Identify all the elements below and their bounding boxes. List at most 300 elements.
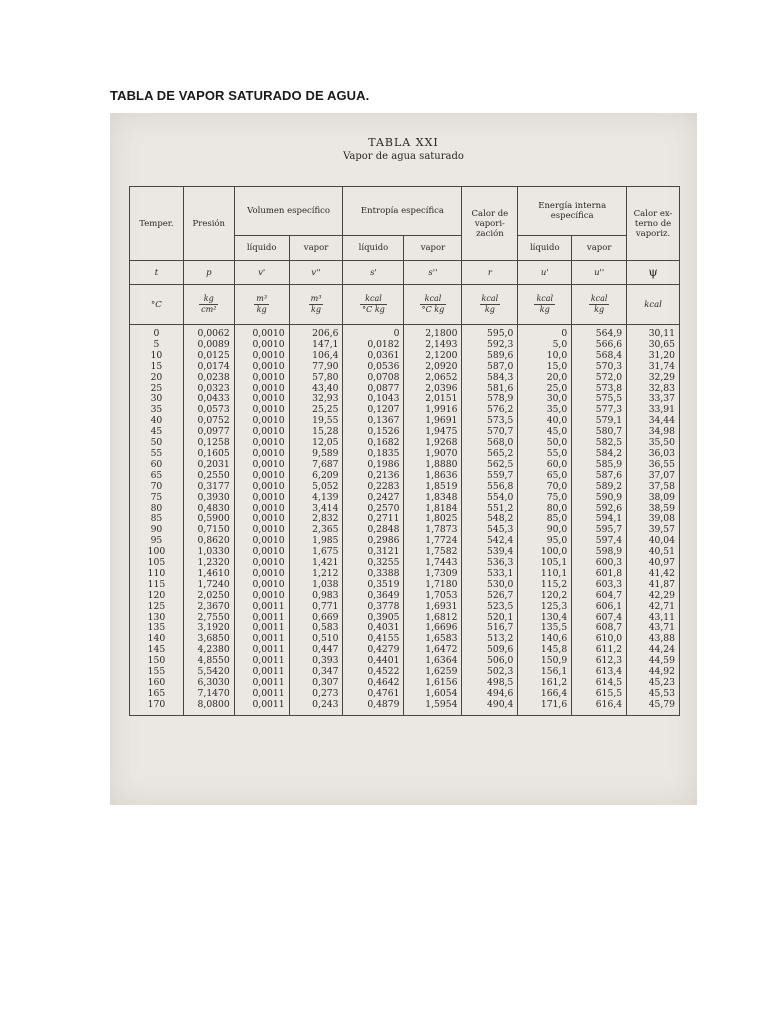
- table-row: [130, 656, 680, 667]
- unit-cell: [518, 285, 572, 325]
- table-cell: 3,1920: [183, 623, 234, 634]
- table-cell: 166,4: [518, 689, 572, 700]
- table-cell: 37,58: [627, 482, 680, 493]
- unit-denominator: kg: [484, 305, 495, 314]
- table-row: [130, 514, 680, 525]
- table-cell: 147,1: [289, 340, 343, 351]
- table-cell: 10: [130, 351, 184, 362]
- table-row: [130, 351, 680, 362]
- unit-cell: °C: [130, 285, 184, 325]
- table-cell: 1,985: [289, 536, 343, 547]
- table-cell: 0,3121: [343, 547, 404, 558]
- table-cell: 0,510: [289, 634, 343, 645]
- table-cell: 490,4: [462, 700, 518, 715]
- table-cell: 604,7: [572, 591, 627, 602]
- table-cell: 60,0: [518, 460, 572, 471]
- table-row: [130, 340, 680, 351]
- table-cell: 568,0: [462, 438, 518, 449]
- symbol-cell: r: [462, 261, 518, 285]
- table-cell: 0,0010: [234, 514, 289, 525]
- table-cell: 0,2283: [343, 482, 404, 493]
- table-cell: 34,98: [627, 427, 680, 438]
- table-cell: 0,273: [289, 689, 343, 700]
- table-cell: 0,0010: [234, 438, 289, 449]
- table-row: [130, 449, 680, 460]
- table-row: [130, 634, 680, 645]
- table-cell: 0,0011: [234, 613, 289, 624]
- header-calor-externo: Calor ex-terno de vaporiz.: [627, 187, 680, 261]
- table-cell: 592,3: [462, 340, 518, 351]
- table-cell: 0,0011: [234, 678, 289, 689]
- table-row: [130, 405, 680, 416]
- unit-cell: [234, 285, 289, 325]
- table-cell: 578,9: [462, 394, 518, 405]
- table-cell: 0,0977: [183, 427, 234, 438]
- table-cell: 70,0: [518, 482, 572, 493]
- table-row: [130, 689, 680, 700]
- table-cell: 6,209: [289, 471, 343, 482]
- table-cell: 105: [130, 558, 184, 569]
- table-cell: 2,7550: [183, 613, 234, 624]
- table-cell: 2,0250: [183, 591, 234, 602]
- table-cell: 556,8: [462, 482, 518, 493]
- table-cell: 1,6583: [404, 634, 462, 645]
- table-row: [130, 580, 680, 591]
- table-cell: 43,11: [627, 613, 680, 624]
- table-cell: 39,08: [627, 514, 680, 525]
- table-cell: 581,6: [462, 384, 518, 395]
- table-cell: 0,0010: [234, 427, 289, 438]
- table-cell: 40,04: [627, 536, 680, 547]
- symbol-cell: p: [183, 261, 234, 285]
- unit-numerator: kcal: [420, 294, 447, 305]
- table-cell: 526,7: [462, 591, 518, 602]
- table-cell: 0,0010: [234, 340, 289, 351]
- table-cell: 615,5: [572, 689, 627, 700]
- table-cell: 31,74: [627, 362, 680, 373]
- table-cell: 1,421: [289, 558, 343, 569]
- table-cell: 0,983: [289, 591, 343, 602]
- table-cell: 616,4: [572, 700, 627, 715]
- table-cell: 42,71: [627, 602, 680, 613]
- table-cell: 1,8025: [404, 514, 462, 525]
- table-cell: 6,3030: [183, 678, 234, 689]
- table-cell: 85,0: [518, 514, 572, 525]
- table-cell: 0,4522: [343, 667, 404, 678]
- table-cell: 565,2: [462, 449, 518, 460]
- table-row: [130, 569, 680, 580]
- table-cell: 37,07: [627, 471, 680, 482]
- table-cell: 30,65: [627, 340, 680, 351]
- table-cell: 20,0: [518, 373, 572, 384]
- table-cell: 44,92: [627, 667, 680, 678]
- table-cell: 0: [343, 325, 404, 340]
- table-cell: 0,3177: [183, 482, 234, 493]
- unit-cell: [462, 285, 518, 325]
- table-cell: 0,669: [289, 613, 343, 624]
- table-cell: 5: [130, 340, 184, 351]
- table-cell: 614,5: [572, 678, 627, 689]
- table-cell: 551,2: [462, 504, 518, 515]
- table-cell: 611,2: [572, 645, 627, 656]
- unit-numerator: kg: [199, 294, 218, 305]
- table-cell: 34,44: [627, 416, 680, 427]
- table-cell: 1,9475: [404, 427, 462, 438]
- header-ent-vapor: vapor: [404, 236, 462, 261]
- table-cell: 0,0010: [234, 547, 289, 558]
- table-cell: 135: [130, 623, 184, 634]
- table-cell: 156,1: [518, 667, 572, 678]
- table-cell: 0,0010: [234, 325, 289, 340]
- unit-cell: [289, 285, 343, 325]
- table-cell: 5,052: [289, 482, 343, 493]
- table-cell: 1,675: [289, 547, 343, 558]
- table-cell: 30,11: [627, 325, 680, 340]
- table-cell: 590,9: [572, 493, 627, 504]
- table-cell: 0,347: [289, 667, 343, 678]
- table-cell: 41,42: [627, 569, 680, 580]
- table-cell: 41,87: [627, 580, 680, 591]
- table-cell: 0,3519: [343, 580, 404, 591]
- table-cell: 2,0920: [404, 362, 462, 373]
- table-cell: 0,1986: [343, 460, 404, 471]
- table-cell: 0,0010: [234, 384, 289, 395]
- table-cell: 0,0010: [234, 471, 289, 482]
- table-cell: 1,9691: [404, 416, 462, 427]
- header-vol-liquido: líquido: [234, 236, 289, 261]
- table-cell: 2,1800: [404, 325, 462, 340]
- table-row: [130, 384, 680, 395]
- table-cell: 0,0433: [183, 394, 234, 405]
- table-cell: 498,5: [462, 678, 518, 689]
- table-cell: 0,0182: [343, 340, 404, 351]
- table-cell: 0,0010: [234, 525, 289, 536]
- table-cell: 206,6: [289, 325, 343, 340]
- table-cell: 0,0011: [234, 656, 289, 667]
- table-cell: 125: [130, 602, 184, 613]
- table-cell: 1,8348: [404, 493, 462, 504]
- table-body: [130, 325, 680, 716]
- table-cell: 12,05: [289, 438, 343, 449]
- table-cell: 573,8: [572, 384, 627, 395]
- table-cell: 5,0: [518, 340, 572, 351]
- symbol-cell: u'': [572, 261, 627, 285]
- table-cell: 0,0010: [234, 394, 289, 405]
- table-cell: 0,1682: [343, 438, 404, 449]
- table-cell: 587,0: [462, 362, 518, 373]
- table-cell: 0,0125: [183, 351, 234, 362]
- table-cell: 0: [130, 325, 184, 340]
- table-cell: 2,0652: [404, 373, 462, 384]
- table-cell: 1,5954: [404, 700, 462, 715]
- table-cell: 44,24: [627, 645, 680, 656]
- table-cell: 150,9: [518, 656, 572, 667]
- table-cell: 607,4: [572, 613, 627, 624]
- unit-cell: [404, 285, 462, 325]
- table-cell: 1,212: [289, 569, 343, 580]
- table-cell: 0,243: [289, 700, 343, 715]
- table-cell: 1,6472: [404, 645, 462, 656]
- table-cell: 0,447: [289, 645, 343, 656]
- table-cell: 8,0800: [183, 700, 234, 715]
- table-cell: 33,91: [627, 405, 680, 416]
- table-cell: 35,50: [627, 438, 680, 449]
- table-cell: 533,1: [462, 569, 518, 580]
- table-cell: 0,0010: [234, 373, 289, 384]
- table-cell: 0,0010: [234, 416, 289, 427]
- table-cell: 140,6: [518, 634, 572, 645]
- unit-numerator: m³: [310, 294, 322, 303]
- table-cell: 584,3: [462, 373, 518, 384]
- table-cell: 25,0: [518, 384, 572, 395]
- table-cell: 106,4: [289, 351, 343, 362]
- table-cell: 0,4155: [343, 634, 404, 645]
- table-cell: 45,0: [518, 427, 572, 438]
- symbol-cell: u': [518, 261, 572, 285]
- symbol-cell: s'': [404, 261, 462, 285]
- table-cell: 587,6: [572, 471, 627, 482]
- table-cell: 0,0010: [234, 591, 289, 602]
- table-cell: 45: [130, 427, 184, 438]
- table-cell: 1,8636: [404, 471, 462, 482]
- table-cell: 90,0: [518, 525, 572, 536]
- table-cell: 4,2380: [183, 645, 234, 656]
- table-cell: 0,583: [289, 623, 343, 634]
- table-cell: 44,59: [627, 656, 680, 667]
- table-cell: 40: [130, 416, 184, 427]
- table-cell: 43,88: [627, 634, 680, 645]
- table-cell: 0,0010: [234, 482, 289, 493]
- table-cell: 0,0708: [343, 373, 404, 384]
- unit-cell: [343, 285, 404, 325]
- table-cell: 1,2320: [183, 558, 234, 569]
- table-cell: 140: [130, 634, 184, 645]
- table-cell: 2,0151: [404, 394, 462, 405]
- header-calor-vaporizacion: Calor de vapori-zación: [462, 187, 518, 261]
- unit-denominator: °C kg: [421, 305, 445, 314]
- table-cell: 0,0011: [234, 634, 289, 645]
- table-cell: 70: [130, 482, 184, 493]
- table-cell: 15,0: [518, 362, 572, 373]
- steam-table: [129, 186, 680, 716]
- header-volumen: Volumen específico: [234, 187, 343, 236]
- table-cell: 502,3: [462, 667, 518, 678]
- table-cell: 2,1493: [404, 340, 462, 351]
- table-cell: 65: [130, 471, 184, 482]
- table-cell: 171,6: [518, 700, 572, 715]
- symbol-cell: t: [130, 261, 184, 285]
- symbol-cell: v': [234, 261, 289, 285]
- table-cell: 145,8: [518, 645, 572, 656]
- table-cell: 0,393: [289, 656, 343, 667]
- table-row: [130, 438, 680, 449]
- table-cell: 545,3: [462, 525, 518, 536]
- table-cell: 0,1207: [343, 405, 404, 416]
- table-cell: 90: [130, 525, 184, 536]
- table-cell: 0,771: [289, 602, 343, 613]
- table-cell: 516,7: [462, 623, 518, 634]
- table-cell: 155: [130, 667, 184, 678]
- table-cell: 145: [130, 645, 184, 656]
- table-cell: 2,832: [289, 514, 343, 525]
- table-cell: 1,8880: [404, 460, 462, 471]
- table-cell: 597,4: [572, 536, 627, 547]
- table-cell: 1,9070: [404, 449, 462, 460]
- table-cell: 0,3778: [343, 602, 404, 613]
- table-cell: 1,7582: [404, 547, 462, 558]
- table-cell: 0,5900: [183, 514, 234, 525]
- unit-denominator: kg: [539, 305, 550, 314]
- table-cell: 120: [130, 591, 184, 602]
- table-cell: 0,0010: [234, 460, 289, 471]
- table-cell: 606,1: [572, 602, 627, 613]
- table-cell: 612,3: [572, 656, 627, 667]
- table-cell: 1,7724: [404, 536, 462, 547]
- unit-denominator: kg: [594, 305, 605, 314]
- unit-denominator: cm²: [201, 305, 217, 314]
- table-cell: 0,2986: [343, 536, 404, 547]
- table-cell: 0: [518, 325, 572, 340]
- table-cell: 115,2: [518, 580, 572, 591]
- table-cell: 0,0238: [183, 373, 234, 384]
- table-cell: 0,4031: [343, 623, 404, 634]
- table-cell: 520,1: [462, 613, 518, 624]
- table-cell: 135,5: [518, 623, 572, 634]
- table-cell: 2,0396: [404, 384, 462, 395]
- table-cell: 0,2848: [343, 525, 404, 536]
- table-cell: 1,8519: [404, 482, 462, 493]
- table-cell: 40,0: [518, 416, 572, 427]
- table-cell: 25,25: [289, 405, 343, 416]
- unit-denominator: °C kg: [362, 305, 385, 314]
- header-vol-vapor: vapor: [289, 236, 343, 261]
- table-cell: 9,589: [289, 449, 343, 460]
- table-cell: 1,6364: [404, 656, 462, 667]
- table-cell: 566,6: [572, 340, 627, 351]
- unit-cell: [183, 285, 234, 325]
- table-cell: 1,6156: [404, 678, 462, 689]
- table-cell: 0,0010: [234, 449, 289, 460]
- table-cell: 0,4761: [343, 689, 404, 700]
- table-cell: 35,0: [518, 405, 572, 416]
- table-cell: 57,80: [289, 373, 343, 384]
- table-cell: 0,3649: [343, 591, 404, 602]
- table-cell: 0,0010: [234, 351, 289, 362]
- table-cell: 0,0010: [234, 569, 289, 580]
- header-temper: Temper.: [130, 187, 184, 261]
- table-cell: 43,40: [289, 384, 343, 395]
- header-energia: Energía interna específica: [518, 187, 627, 236]
- table-cell: 85: [130, 514, 184, 525]
- table-cell: 40,97: [627, 558, 680, 569]
- table-cell: 100,0: [518, 547, 572, 558]
- psi-symbol: ψ: [648, 264, 658, 279]
- table-row: [130, 482, 680, 493]
- table-cell: 559,7: [462, 471, 518, 482]
- table-cell: 608,7: [572, 623, 627, 634]
- table-cell: 0,0573: [183, 405, 234, 416]
- unit-numerator: kcal: [590, 294, 608, 303]
- table-cell: 165: [130, 689, 184, 700]
- header-en-vapor: vapor: [572, 236, 627, 261]
- table-cell: 161,2: [518, 678, 572, 689]
- table-cell: 0,1526: [343, 427, 404, 438]
- table-cell: 0,2136: [343, 471, 404, 482]
- table-cell: 20: [130, 373, 184, 384]
- table-cell: 30,0: [518, 394, 572, 405]
- table-cell: 595,0: [462, 325, 518, 340]
- table-cell: 584,2: [572, 449, 627, 460]
- table-cell: 80: [130, 504, 184, 515]
- table-cell: 1,7309: [404, 569, 462, 580]
- table-cell: 506,0: [462, 656, 518, 667]
- page-heading: TABLA DE VAPOR SATURADO DE AGUA.: [110, 88, 370, 103]
- table-cell: 575,5: [572, 394, 627, 405]
- table-row: [130, 471, 680, 482]
- table-cell: 4,8550: [183, 656, 234, 667]
- table-cell: 554,0: [462, 493, 518, 504]
- table-cell: 0,0010: [234, 362, 289, 373]
- table-cell: 150: [130, 656, 184, 667]
- table-cell: 0,0536: [343, 362, 404, 373]
- table-row: [130, 460, 680, 471]
- table-row: [130, 602, 680, 613]
- table-cell: 0,2031: [183, 460, 234, 471]
- table-cell: 0,0010: [234, 558, 289, 569]
- table-cell: 77,90: [289, 362, 343, 373]
- table-cell: 65,0: [518, 471, 572, 482]
- table-cell: 1,6812: [404, 613, 462, 624]
- table-cell: 0,1258: [183, 438, 234, 449]
- table-cell: 548,2: [462, 514, 518, 525]
- table-cell: 0,1605: [183, 449, 234, 460]
- table-cell: 0,0010: [234, 580, 289, 591]
- table-cell: 0,2711: [343, 514, 404, 525]
- table-cell: 570,3: [572, 362, 627, 373]
- table-cell: 564,9: [572, 325, 627, 340]
- table-cell: 0,0752: [183, 416, 234, 427]
- table-cell: 1,7873: [404, 525, 462, 536]
- table-row: [130, 493, 680, 504]
- table-cell: 10,0: [518, 351, 572, 362]
- unit-numerator: m³: [256, 294, 268, 303]
- table-cell: 19,55: [289, 416, 343, 427]
- table-cell: 0,0361: [343, 351, 404, 362]
- table-cell: 50,0: [518, 438, 572, 449]
- table-cell: 160: [130, 678, 184, 689]
- header-presion: Presión: [183, 187, 234, 261]
- table-row: [130, 700, 680, 715]
- table-cell: 568,4: [572, 351, 627, 362]
- table-cell: 2,1200: [404, 351, 462, 362]
- table-cell: 31,20: [627, 351, 680, 362]
- table-cell: 30: [130, 394, 184, 405]
- table-cell: 7,687: [289, 460, 343, 471]
- table-cell: 1,6931: [404, 602, 462, 613]
- table-cell: 572,0: [572, 373, 627, 384]
- table-cell: 580,7: [572, 427, 627, 438]
- unit-denominator: kg: [311, 305, 322, 314]
- table-cell: 25: [130, 384, 184, 395]
- table-cell: 0,0011: [234, 602, 289, 613]
- header-en-liquido: líquido: [518, 236, 572, 261]
- table-row: [130, 504, 680, 515]
- table-cell: 594,1: [572, 514, 627, 525]
- table-cell: 32,29: [627, 373, 680, 384]
- table-cell: 0,8620: [183, 536, 234, 547]
- table-row: [130, 547, 680, 558]
- table-cell: 576,2: [462, 405, 518, 416]
